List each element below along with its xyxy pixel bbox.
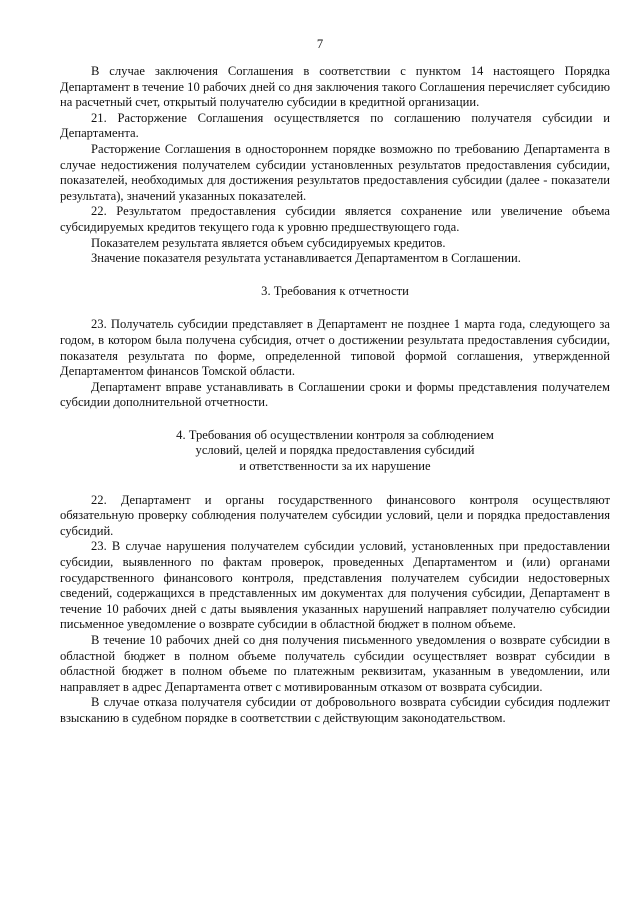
- paragraph: 21. Расторжение Соглашения осуществляется по соглашению получателя субсидии и Департамента.: [60, 110, 610, 141]
- page-number: 7: [316, 37, 324, 51]
- paragraph: В течение 10 рабочих дней со дня получения письменного уведомления о возврате субсидии в областной бюджет в полном объеме получатель субсидии осуществляет возврат субсидии в областной бюджет в полном объеме по платежным реквизитам, указанным в уведомлении, или направляет в адрес Департамента ответ с мотивированным отказом от возврата субсидии.: [60, 633, 610, 694]
- paragraph: 23. Получатель субсидии представляет в Департамент не позднее 1 марта года, следующего за годом, в котором была получена субсидия, отчет о достижении результата предоставления субсидии, показателя результата по форме, определенной типовой формой соглашения, утвержденной Департаментом финансов Томской области.: [60, 317, 610, 379]
- paragraph: 22. Результатом предоставления субсидии является сохранение или увеличение объема субсидируемых кредитов текущего года к уровню предшествующего года.: [60, 204, 610, 234]
- paragraph: 22. Департамент и органы государственного финансового контроля осуществляют обязательную проверку соблюдения получателем субсидии условий, цели и порядка предоставления субсидий.: [60, 492, 610, 538]
- section-heading-line: 3. Требования к отчетности: [261, 283, 409, 298]
- paragraph: 23. В случае нарушения получателем субсидии условий, установленных при предоставлении субсидии, выявленного по фактам проверок, проведенных Департаментом и (или) органами государственного финансового контроля, представления получателем субсидии недостоверных сведений, содержащихся в представленных им документах для получения субсидии, Департамент в течение 10 рабочих дней с даты выявления указанных нарушений направляет получателю субсидии письменное уведомление о возврате субсидии в областной бюджет в полном объеме.: [60, 539, 610, 632]
- section-heading-line: условий, целей и порядка предоставления субсидий: [195, 443, 475, 458]
- paragraph: Расторжение Соглашения в одностороннем порядке возможно по требованию Департамента в случае недостижения получателем субсидии установленных результатов предоставления субсидии, показателей, необходимых для достижения результатов предоставления субсидии (далее - показатели результата), значений указанных показателей.: [60, 141, 610, 203]
- paragraph: В случае заключения Соглашения в соответствии с пунктом 14 настоящего Порядка Департамент в течение 10 рабочих дней со дня заключения такого Соглашения перечисляет субсидию на расчетный счет, открытый получателю субсидии в кредитной организации.: [60, 64, 610, 110]
- section-heading: [60, 284, 610, 300]
- paragraph: Показателем результата является объем субсидируемых кредитов.: [91, 235, 446, 250]
- paragraph: В случае отказа получателя субсидии от добровольного возврата субсидии субсидия подлежит взысканию в судебном порядке в соответствии с действующим законодательством.: [60, 695, 610, 725]
- section-heading-line: 4. Требования об осуществлении контроля за соблюдением: [176, 427, 494, 442]
- section-heading: [60, 428, 610, 475]
- paragraph: Департамент вправе устанавливать в Соглашении сроки и формы представления получателем субсидии дополнительной отчетности.: [60, 379, 610, 410]
- section-heading-line: и ответственности за их нарушение: [239, 459, 431, 474]
- document-body: [60, 64, 610, 727]
- paragraph: Значение показателя результата устанавливается Департаментом в Соглашении.: [91, 251, 521, 266]
